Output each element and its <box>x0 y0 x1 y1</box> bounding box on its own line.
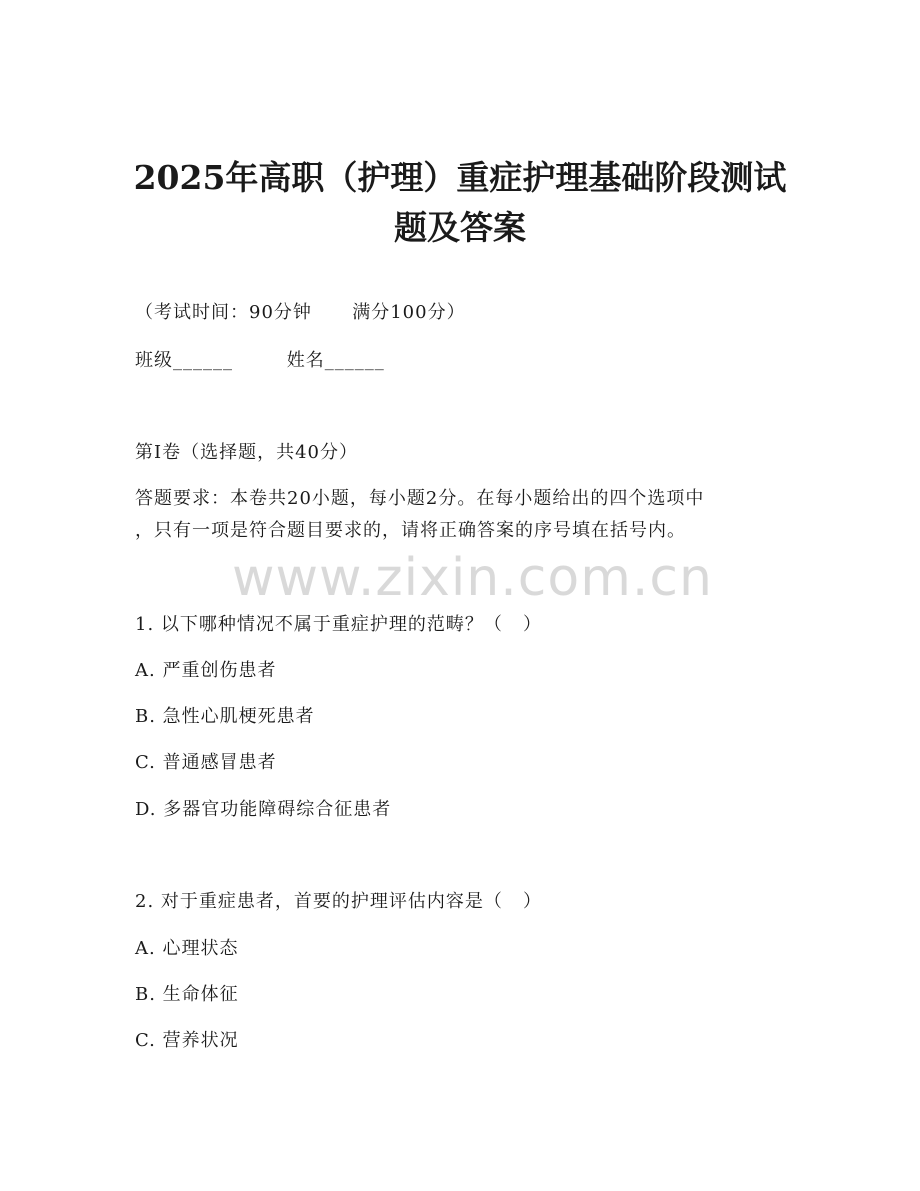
instructions-line-2: ，只有一项是符合题目要求的，请将正确答案的序号填在括号内。 <box>135 520 686 541</box>
question-option: B. 生命体征 <box>135 984 239 1005</box>
question-option: B. 急性心肌梗死患者 <box>135 706 315 727</box>
question-option: A. 心理状态 <box>135 938 239 959</box>
question-stem: 2. 对于重症患者，首要的护理评估内容是（ ） <box>135 891 543 912</box>
question-option: C. 普通感冒患者 <box>135 752 277 773</box>
section-heading: 第I卷（选择题，共40分） <box>135 442 359 463</box>
watermark-text: www.zixin.com.cn <box>232 548 713 608</box>
document-title-line-1: 2025年高职（护理）重症护理基础阶段测试 <box>133 158 787 197</box>
question-option: A. 严重创伤患者 <box>135 660 277 681</box>
question-option: C. 营养状况 <box>135 1030 239 1051</box>
document-title-line-2: 题及答案 <box>394 208 526 247</box>
question-stem: 1. 以下哪种情况不属于重症护理的范畴？（ ） <box>135 614 543 635</box>
student-fields: 班级______ 姓名______ <box>135 350 385 371</box>
instructions-line-1: 答题要求：本卷共20小题，每小题2分。在每小题给出的四个选项中 <box>135 488 705 509</box>
question-option: D. 多器官功能障碍综合征患者 <box>135 799 392 820</box>
exam-info: （考试时间：90分钟 满分100分） <box>135 302 466 323</box>
